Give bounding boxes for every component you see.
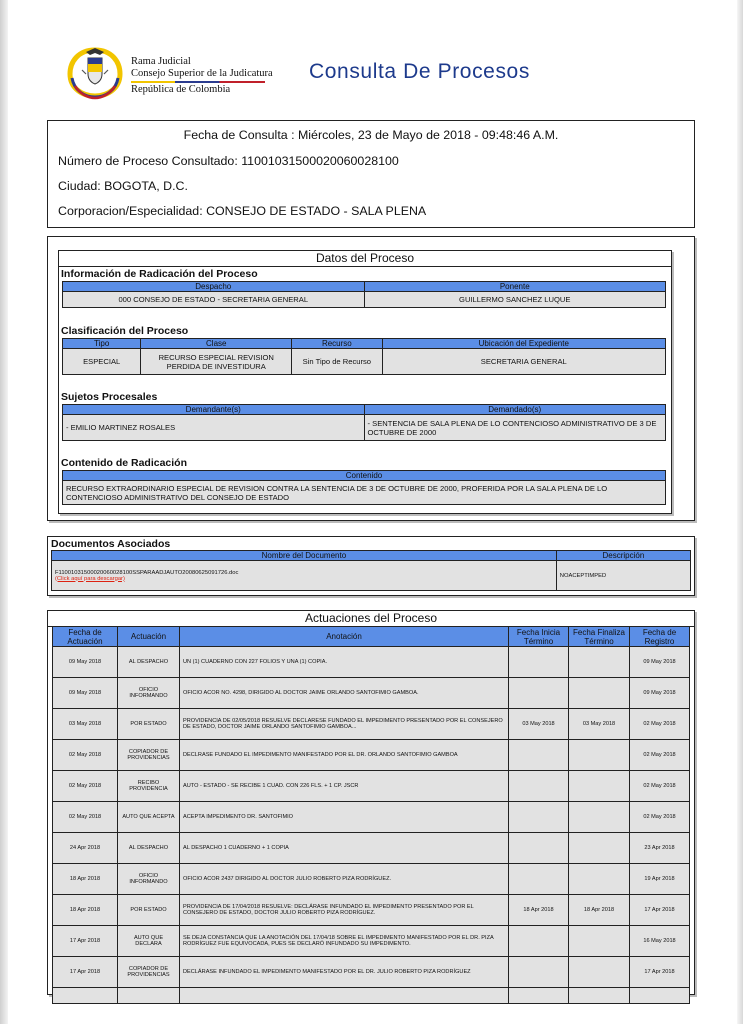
cell-fecha-registro: 17 Apr 2018 [630,895,690,926]
recurso-value: Sin Tipo de Recurso [292,349,382,375]
coat-of-arms-logo [66,44,124,100]
consulta-date: Fecha de Consulta : Miércoles, 23 de Mayo de 2018 - 09:48:46 A.M. [183,128,559,142]
cell-empty [118,988,180,1004]
corporation: Corporacion/Especialidad: CONSEJO DE ESTADO - SALA PLENA [58,204,427,218]
actions-title: Actuaciones del Proceso [48,611,694,627]
cell-fecha-registro: 02 May 2018 [630,802,690,833]
cell-fecha-finaliza [569,740,630,771]
cell-fecha-registro: 02 May 2018 [630,709,690,740]
radicacion-title: Información de Radicación del Proceso [61,268,258,280]
sujetos-table [62,404,666,441]
col-fecha-actuacion: Fecha de Actuación [53,627,118,647]
cell-anotacion: OFICIO ACOR NO. 4298, DIRIGIDO AL DOCTOR JAIME ORLANDO SANTOFIMIO GAMBOA. [180,678,509,709]
table-row [53,802,690,833]
cell-actuacion: POR ESTADO [118,895,180,926]
table-row [53,833,690,864]
page-shadow-right [737,0,743,1024]
cell-fecha-registro: 02 May 2018 [630,740,690,771]
cell-fecha-inicia [509,802,569,833]
col-actuacion: Actuación [118,627,180,647]
cell-actuacion: RECIBO PROVIDENCIA [118,771,180,802]
cell-anotacion: UN (1) CUADERNO CON 227 FOLIOS Y UNA (1) COPIA. [180,647,509,678]
cell-fecha-inicia [509,833,569,864]
cell-fecha-registro: 09 May 2018 [630,647,690,678]
cell-fecha-finaliza [569,833,630,864]
cell-fecha-registro: 19 Apr 2018 [630,864,690,895]
clasificacion-table [62,338,666,375]
cell-fecha-actuacion: 02 May 2018 [53,740,118,771]
consulta-info-box [47,120,695,228]
col-anotacion: Anotación [180,627,509,647]
table-row [53,864,690,895]
cell-fecha-inicia [509,926,569,957]
cell-fecha-registro: 16 May 2018 [630,926,690,957]
col-ubicacion: Ubicación del Expediente [382,339,665,349]
cell-anotacion: PROVIDENCIA DE 02/05/2018 RESUELVE DECLARESE FUNDADO EL IMPEDIMENTO PRESENTADO POR EL CONSEJERO DE ESTADO, DOCTOR JAIME ORLANDO SANTOFIMIO GAMBOA... [180,709,509,740]
table-row [53,678,690,709]
cell-fecha-registro: 02 May 2018 [630,771,690,802]
cell-fecha-inicia [509,740,569,771]
col-ponente: Ponente [364,282,666,292]
cell-empty [630,988,690,1004]
cell-fecha-finaliza [569,864,630,895]
cell-anotacion: OFICIO ACOR 2437 DIRIGIDO AL DOCTOR JULIO ROBERTO PIZA RODRÍGUEZ. [180,864,509,895]
col-contenido: Contenido [63,471,666,481]
table-row [53,740,690,771]
cell-fecha-actuacion: 17 Apr 2018 [53,957,118,988]
cell-fecha-inicia [509,647,569,678]
flag-rule [131,81,265,83]
cell-fecha-registro: 17 Apr 2018 [630,957,690,988]
cell-anotacion: DECLRASE FUNDADO EL IMPEDIMENTO MANIFESTADO POR EL DR. ORLANDO SANTOFIMIO GAMBOA [180,740,509,771]
cell-fecha-actuacion: 17 Apr 2018 [53,926,118,957]
cell-fecha-finaliza: 03 May 2018 [569,709,630,740]
ponente-value: GUILLERMO SANCHEZ LUQUE [364,292,666,308]
cell-fecha-inicia [509,957,569,988]
cell-anotacion: SE DEJA CONSTANCIA QUE LA ANOTACIÓN DEL 17/04/18 SOBRE EL IMPEDIMENTO MANIFESTADO POR EL DR. PIZA RODRÍGUEZ FUE EQUIVOCADA, PUES SE DECLARÓ INFUNDADO SU IMPEDIMENTO. [180,926,509,957]
cell-actuacion: AL DESPACHO [118,647,180,678]
cell-fecha-actuacion: 09 May 2018 [53,678,118,709]
cell-fecha-finaliza [569,802,630,833]
document-description: NOACEPTIMPED [556,561,690,591]
cell-actuacion: OFICIO INFORMANDO [118,678,180,709]
cell-anotacion: AL DESPACHO 1 CUADERNO + 1 COPIA [180,833,509,864]
cell-fecha-actuacion: 18 Apr 2018 [53,864,118,895]
cell-fecha-actuacion: 24 Apr 2018 [53,833,118,864]
col-clase: Clase [141,339,292,349]
cell-fecha-actuacion: 02 May 2018 [53,802,118,833]
document-download-link[interactable]: (Click aquí para descargar) [55,575,125,582]
col-description: Descripción [556,551,690,561]
clase-value: RECURSO ESPECIAL REVISION PERDIDA DE INVESTIDURA [141,349,292,375]
table-row [53,709,690,740]
table-row [53,926,690,957]
org-country: República de Colombia [131,84,231,95]
cell-fecha-inicia [509,678,569,709]
actions-table [52,626,690,1004]
org-name: Rama Judicial [131,56,191,67]
documents-table [51,550,691,591]
col-tipo: Tipo [63,339,141,349]
documents-title: Documentos Asociados [51,538,171,550]
cell-fecha-finaliza [569,647,630,678]
tipo-value: ESPECIAL [63,349,141,375]
table-row [53,957,690,988]
cell-fecha-inicia: 18 Apr 2018 [509,895,569,926]
cell-fecha-finaliza [569,957,630,988]
cell-fecha-actuacion: 02 May 2018 [53,771,118,802]
cell-actuacion: AL DESPACHO [118,833,180,864]
process-data-section [47,236,695,521]
cell-anotacion: DECLÁRASE INFUNDADO EL IMPEDIMENTO MANIFESTADO POR EL DR. JULIO ROBERTO PIZA RODRÍGUEZ [180,957,509,988]
clasificacion-title: Clasificación del Proceso [61,325,189,337]
org-council: Consejo Superior de la Judicatura [131,68,273,79]
table-row [53,647,690,678]
cell-actuacion: COPIADOR DE PROVIDENCIAS [118,740,180,771]
contenido-table [62,470,666,505]
cell-fecha-actuacion: 18 Apr 2018 [53,895,118,926]
cell-fecha-inicia [509,771,569,802]
process-number: Número de Proceso Consultado: 11001031500020060028100 [58,154,399,168]
despacho-value: 000 CONSEJO DE ESTADO - SECRETARIA GENERAL [63,292,365,308]
radicacion-table [62,281,666,308]
cell-fecha-actuacion: 09 May 2018 [53,647,118,678]
cell-fecha-finaliza [569,771,630,802]
cell-fecha-inicia [509,864,569,895]
contenido-value: RECURSO EXTRAORDINARIO ESPECIAL DE REVISION CONTRA LA SENTENCIA DE 3 DE OCTUBRE DE 2000, PROFERIDA POR LA SALA PLENA DE LO CONTENCIOSO ADMINISTRATIVO DEL CONSEJO DE ESTADO [63,481,666,505]
col-despacho: Despacho [63,282,365,292]
table-row-empty [53,988,690,1004]
process-data-title: Datos del Proceso [59,251,671,267]
cell-empty [53,988,118,1004]
cell-empty [509,988,569,1004]
cell-fecha-registro: 23 Apr 2018 [630,833,690,864]
table-row [53,771,690,802]
sujetos-title: Sujetos Procesales [61,391,158,403]
documents-section [47,536,695,596]
cell-fecha-finaliza: 18 Apr 2018 [569,895,630,926]
cell-anotacion: ACEPTA IMPEDIMENTO DR. SANTOFIMIO [180,802,509,833]
cell-actuacion: OFICIO INFORMANDO [118,864,180,895]
contenido-title: Contenido de Radicación [61,457,188,469]
cell-empty [180,988,509,1004]
cell-fecha-finaliza [569,926,630,957]
col-fecha-finaliza: Fecha Finaliza Término [569,627,630,647]
col-fecha-inicia: Fecha Inicia Término [509,627,569,647]
document-cell [52,561,557,591]
table-row [53,895,690,926]
col-demandado: Demandado(s) [364,405,666,415]
demandado-value: - SENTENCIA DE SALA PLENA DE LO CONTENCIOSO ADMINISTRATIVO DE 3 DE OCTUBRE DE 2000 [364,415,666,441]
cell-empty [569,988,630,1004]
demandante-value: - EMILIO MARTINEZ ROSALES [63,415,365,441]
app-title: Consulta De Procesos [309,60,530,83]
page-shadow-left [0,0,8,1024]
actions-table-body [53,647,690,1004]
city: Ciudad: BOGOTA, D.C. [58,179,188,193]
cell-actuacion: COPIADOR DE PROVIDENCIAS [118,957,180,988]
col-fecha-registro: Fecha de Registro [630,627,690,647]
cell-actuacion: POR ESTADO [118,709,180,740]
document-filename: F11001031500020060028100SSPARAADJAUTO20080625091726.doc [55,569,239,576]
process-data-inner [58,250,672,514]
organization-block [131,56,273,96]
col-demandante: Demandante(s) [63,405,365,415]
col-recurso: Recurso [292,339,382,349]
cell-anotacion: PROVIDENCIA DE 17/04/2018 RESUELVE: DECLÁRASE INFUNDADO EL IMPEDIMENTO PRESENTADO POR EL CONSEJERO DE ESTADO, DOCTOR JULIO ROBERTO PIZA RODRÍGUEZ. [180,895,509,926]
col-document-name: Nombre del Documento [52,551,557,561]
cell-fecha-registro: 09 May 2018 [630,678,690,709]
cell-fecha-inicia: 03 May 2018 [509,709,569,740]
cell-fecha-finaliza [569,678,630,709]
cell-fecha-actuacion: 03 May 2018 [53,709,118,740]
cell-anotacion: AUTO - ESTADO - SE RECIBE 1 CUAD. CON 226 FLS. + 1 CP. JSCR [180,771,509,802]
cell-actuacion: AUTO QUE ACEPTA [118,802,180,833]
ubicacion-value: SECRETARIA GENERAL [382,349,665,375]
cell-actuacion: AUTO QUE DECLARA [118,926,180,957]
